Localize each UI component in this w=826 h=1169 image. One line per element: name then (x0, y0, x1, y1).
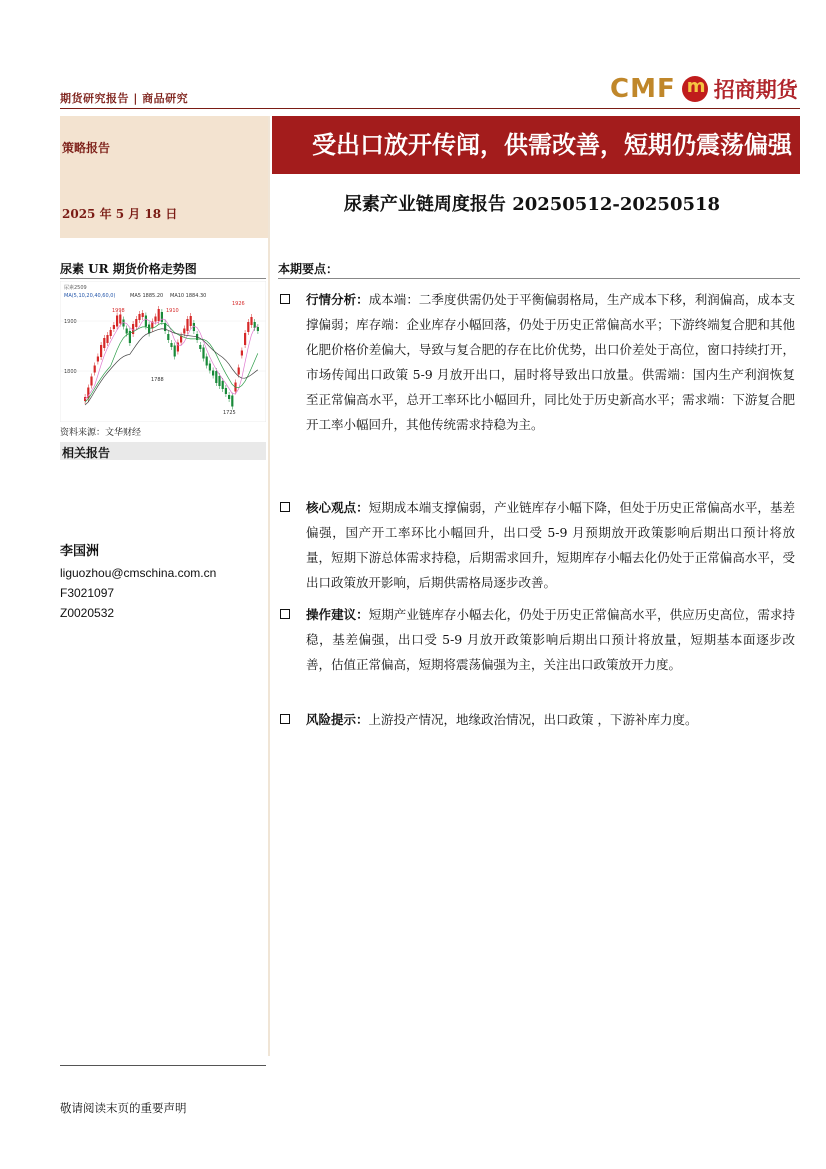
highlights-title: 本期要点： (278, 262, 339, 276)
chart-legend-symbol: 尿素2509 (64, 285, 87, 291)
column-divider (268, 116, 270, 1056)
chart-annotation: 1926 (232, 301, 245, 307)
checkbox-bullet-icon (280, 502, 290, 512)
paragraph-lead: 行情分析： (306, 292, 369, 307)
footer-divider (60, 1065, 266, 1066)
checkbox-bullet-icon (280, 714, 290, 724)
chart-annotation: 1910 (166, 308, 179, 314)
paragraph-risk-notice (280, 707, 795, 732)
paragraph-core-view (280, 495, 795, 595)
chart-title: 尿素 UR 期货价格走势图 (60, 262, 197, 276)
price-chart (60, 281, 266, 422)
analyst-email[interactable]: liguozhou@cmschina.com.cn (60, 566, 217, 580)
highlights-divider (278, 278, 800, 279)
paragraph-text: 成本端：二季度供需仍处于平衡偏弱格局，生产成本下移，利润偏高，成本支撑偏弱；库存端：企业库存小幅回落，仍处于历史正常偏高水平；下游终端复合肥和其他化肥价格价差偏大，导致与复合肥的存在比价优势，出口价差处于高位，窗口持续打开，市场传闻出口政策 5-9 月放开出口，届时将导致出口放量。供需端：国内生产利润恢复至正常偏高水平，总开工率环比小幅回升，同比处于历史新高水平；需求端：下游复合肥开工率小幅回升，其他传统需求持稳为主。 (306, 292, 795, 432)
chart-annotation: 1788 (151, 377, 164, 383)
company-logo (610, 72, 798, 106)
chart-legend-ma: MA(5,10,20,40,60,0) (64, 293, 116, 299)
analyst-name: 李国洲 (60, 544, 100, 559)
report-type: 策略报告 (62, 141, 111, 155)
analyst-cert-futures: F3021097 (60, 586, 115, 600)
chart-y-tick: 1800 (64, 369, 77, 375)
paragraph-lead: 风险提示： (306, 712, 369, 727)
report-title: 受出口放开传闻，供需改善，短期仍震荡偏强 (312, 131, 792, 159)
analyst-cert-consult: Z0020532 (60, 606, 115, 620)
report-date: 2025 年 5 月 18 日 (62, 207, 178, 221)
chart-source: 资料来源：文华财经 (60, 428, 142, 438)
chart-annotation: 1998 (112, 308, 125, 314)
logo-latin: CMF (610, 74, 676, 104)
report-subtitle: 尿素产业链周度报告 20250512-20250518 (343, 194, 721, 215)
footer-notice: 敬请阅读末页的重要声明 (60, 1101, 187, 1115)
report-category: 期货研究报告 | 商品研究 (60, 92, 189, 105)
checkbox-bullet-icon (280, 294, 290, 304)
header-divider (60, 108, 800, 109)
related-reports-title: 相关报告 (62, 446, 111, 460)
paragraph-text: 上游投产情况，地缘政治情况，出口政策 ，下游补库力度。 (368, 712, 698, 727)
checkbox-bullet-icon (280, 609, 290, 619)
chart-title-divider (60, 278, 266, 279)
paragraph-market-analysis (280, 287, 795, 437)
paragraph-lead: 操作建议： (306, 607, 369, 622)
chart-legend-ma10: MA10 1884.30 (170, 293, 207, 299)
paragraph-operation-advice (280, 602, 795, 677)
logo-chinese: 招商期货 (713, 78, 798, 102)
chart-legend-ma5: MA5 1885.20 (130, 293, 164, 299)
paragraph-lead: 核心观点： (306, 500, 369, 515)
chart-annotation: 1725 (223, 410, 236, 416)
related-reports-header (60, 442, 266, 460)
logo-emblem-icon (682, 76, 708, 102)
price-chart-svg (60, 281, 266, 422)
chart-y-tick: 1900 (64, 319, 77, 325)
paragraph-text: 短期产业链库存小幅去化，仍处于历史正常偏高水平，供应历史高位，需求持稳，基差偏强，出口受 5-9 月放开政策影响后期出口预计将放量，短期基本面逐步改善，估值正常偏高，短期将震荡偏强为主，关注出口政策放开力度。 (306, 607, 795, 672)
paragraph-text: 短期成本端支撑偏弱，产业链库存小幅下降，但处于历史正常偏高水平，基差偏强，国产开工率环比小幅回升，出口受 5-9 月预期放开政策影响后期出口预计将放量，短期下游总体需求持稳，后期需求回升，短期库存小幅去化仍处于正常偏高水平，受出口政策放开影响，后期供需格局逐步改善。 (306, 500, 795, 590)
